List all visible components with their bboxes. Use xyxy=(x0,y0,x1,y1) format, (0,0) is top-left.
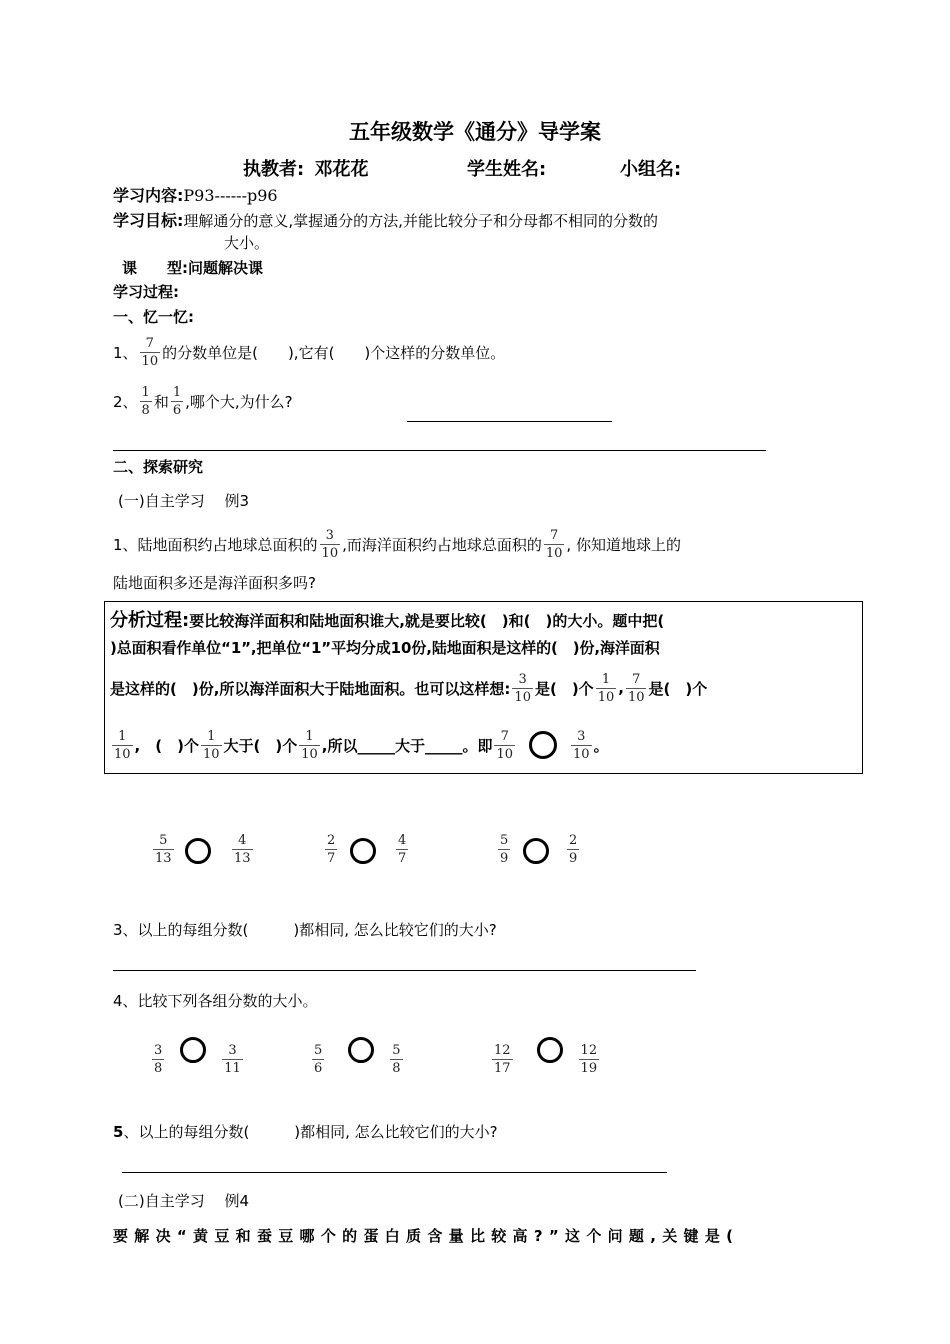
q1-number: 1、 xyxy=(113,343,138,362)
study-content-value: P93------p96 xyxy=(183,186,278,205)
study-objective-label: 学习目标: xyxy=(113,211,184,230)
lesson-type-label: 课 型: xyxy=(122,259,188,277)
teacher-name: 邓花花 xyxy=(314,159,369,180)
fraction: $\frac{4}{13}$ xyxy=(234,833,251,866)
question-4: 4、比较下列各组分数的大小。 xyxy=(113,992,318,1010)
fraction: $\frac{1}{10}$ xyxy=(301,728,318,762)
self-study-2-heading: (二)自主学习 例4 xyxy=(118,1192,250,1210)
example3-text-a: 1、陆地面积约占地球总面积的 xyxy=(113,535,318,554)
teacher-line xyxy=(243,155,368,181)
q2-number: 2、 xyxy=(113,392,138,411)
answer-line xyxy=(113,450,766,451)
compare-pair-1 xyxy=(150,1044,245,1075)
example3-text-line2: 陆地面积多还是海洋面积多吗? xyxy=(113,574,316,592)
section2-heading: 二、探索研究 xyxy=(113,458,204,476)
group-name-label: 小组名: xyxy=(620,159,682,180)
fraction: $\frac{3}{11}$ xyxy=(224,1043,241,1076)
partial-compare-row xyxy=(140,833,600,892)
self-study-1-heading: (一)自主学习 例3 xyxy=(118,492,250,510)
study-objective xyxy=(113,208,658,231)
analysis-text-3d: 是( )个 xyxy=(648,679,708,698)
analysis-text-4b: 大于( )个 xyxy=(223,736,298,755)
analysis-text-3b: 是( )个 xyxy=(534,679,594,698)
analysis-line-4 xyxy=(110,723,609,767)
student-name-label: 学生姓名: xyxy=(467,159,547,180)
fraction: $\frac{2}{9}$ xyxy=(569,833,578,866)
analysis-text-4a: , ( )个 xyxy=(134,736,199,755)
study-objective-line1: 理解通分的意义,掌握通分的方法,并能比较分子和分母都不相同的分数的 xyxy=(183,212,658,230)
fraction: $\frac{5}{13}$ xyxy=(155,833,172,866)
page-title: 五年级数学《通分》导学案 xyxy=(349,120,601,144)
compare-circle[interactable] xyxy=(529,731,557,759)
study-objective-line2: 大小。 xyxy=(224,234,270,252)
fraction: $\frac{12}{19}$ xyxy=(580,1043,598,1076)
recall-question-2 xyxy=(113,381,293,421)
fraction: $\frac{3}{8}$ xyxy=(154,1043,163,1076)
analysis-line-1 xyxy=(110,606,664,632)
fraction: $\frac{7}{10}$ xyxy=(627,671,645,705)
fraction: $\frac{7}{10}$ xyxy=(141,335,159,369)
compare-pair-3 xyxy=(490,1044,601,1075)
analysis-label: 分析过程: xyxy=(110,610,190,631)
fraction: $\frac{5}{8}$ xyxy=(392,1043,401,1076)
analysis-line-3 xyxy=(110,666,707,710)
compare-circle[interactable] xyxy=(523,838,549,864)
question-5-text: 、以上的每组分数( )都相同, 怎么比较它们的大小? xyxy=(123,1123,498,1141)
fraction: $\frac{3}{10}$ xyxy=(321,527,339,561)
analysis-text-3a: 是这样的( )份,所以海洋面积大于陆地面积。也可以这样想: xyxy=(110,679,511,698)
fraction: $\frac{7}{10}$ xyxy=(545,527,563,561)
lesson-type xyxy=(122,257,263,278)
analysis-text-3c: , xyxy=(618,679,624,697)
analysis-line-2: )总面积看作单位“1”,把单位“1”平均分成10份,陆地面积是这样的( )份,海洋面积 xyxy=(110,639,660,657)
fraction: $\frac{1}{8}$ xyxy=(141,384,150,418)
fraction: $\frac{1}{6}$ xyxy=(172,384,182,418)
study-content-label: 学习内容: xyxy=(113,186,184,205)
answer-line xyxy=(113,970,696,971)
question-5 xyxy=(113,1121,498,1142)
compare-pair-2 xyxy=(310,1044,405,1075)
q2-and: 和 xyxy=(153,392,169,411)
compare-circle[interactable] xyxy=(537,1037,563,1063)
example4-question: 要解决“黄豆和蚕豆哪个的蛋白质含量比较高?”这个问题,关键是( xyxy=(113,1227,740,1245)
question-5-number: 5 xyxy=(113,1123,124,1141)
compare-circle[interactable] xyxy=(180,1037,206,1063)
question-3: 3、以上的每组分数( )都相同, 怎么比较它们的大小? xyxy=(113,921,497,939)
fraction: $\frac{12}{17}$ xyxy=(494,1043,511,1076)
example3-text-c: , 你知道地球上的 xyxy=(566,535,681,554)
section1-heading: 一、忆一忆: xyxy=(113,308,194,326)
fraction: $\frac{3}{10}$ xyxy=(573,728,590,762)
fraction: $\frac{1}{10}$ xyxy=(114,728,131,762)
compare-circle[interactable] xyxy=(350,838,376,864)
answer-line xyxy=(122,1172,667,1173)
answer-line xyxy=(407,421,612,422)
teacher-label: 执教者: xyxy=(243,159,305,180)
fraction: $\frac{7}{10}$ xyxy=(496,728,514,762)
q1-text: 的分数单位是( ),它有( )个这样的分数单位。 xyxy=(162,343,506,362)
q2-text: ,哪个大,为什么? xyxy=(185,392,293,411)
analysis-end: 。 xyxy=(593,736,609,755)
analysis-text-1: 要比较海洋面积和陆地面积谁大,就是要比较( )和( )的大小。题中把( xyxy=(189,612,665,630)
recall-question-1 xyxy=(113,332,505,372)
example3-text-b: ,而海洋面积约占地球总面积的 xyxy=(342,535,542,554)
fraction: $\frac{1}{10}$ xyxy=(597,671,615,705)
fraction: $\frac{5}{6}$ xyxy=(314,1043,323,1076)
compare-circle[interactable] xyxy=(348,1037,374,1063)
process-label: 学习过程: xyxy=(113,283,179,301)
fraction: $\frac{5}{9}$ xyxy=(500,833,509,866)
study-content xyxy=(113,183,278,206)
fraction: $\frac{2}{7}$ xyxy=(327,833,336,866)
fraction: $\frac{1}{10}$ xyxy=(202,728,220,762)
analysis-text-4c: ,所以_____大于_____。即 xyxy=(321,736,493,755)
fraction: $\frac{3}{10}$ xyxy=(514,671,531,705)
example3-question xyxy=(113,523,681,565)
compare-circle[interactable] xyxy=(185,838,211,864)
partial-pair xyxy=(151,834,176,865)
fraction: $\frac{4}{7}$ xyxy=(398,833,407,866)
lesson-type-value: 问题解决课 xyxy=(188,259,264,277)
